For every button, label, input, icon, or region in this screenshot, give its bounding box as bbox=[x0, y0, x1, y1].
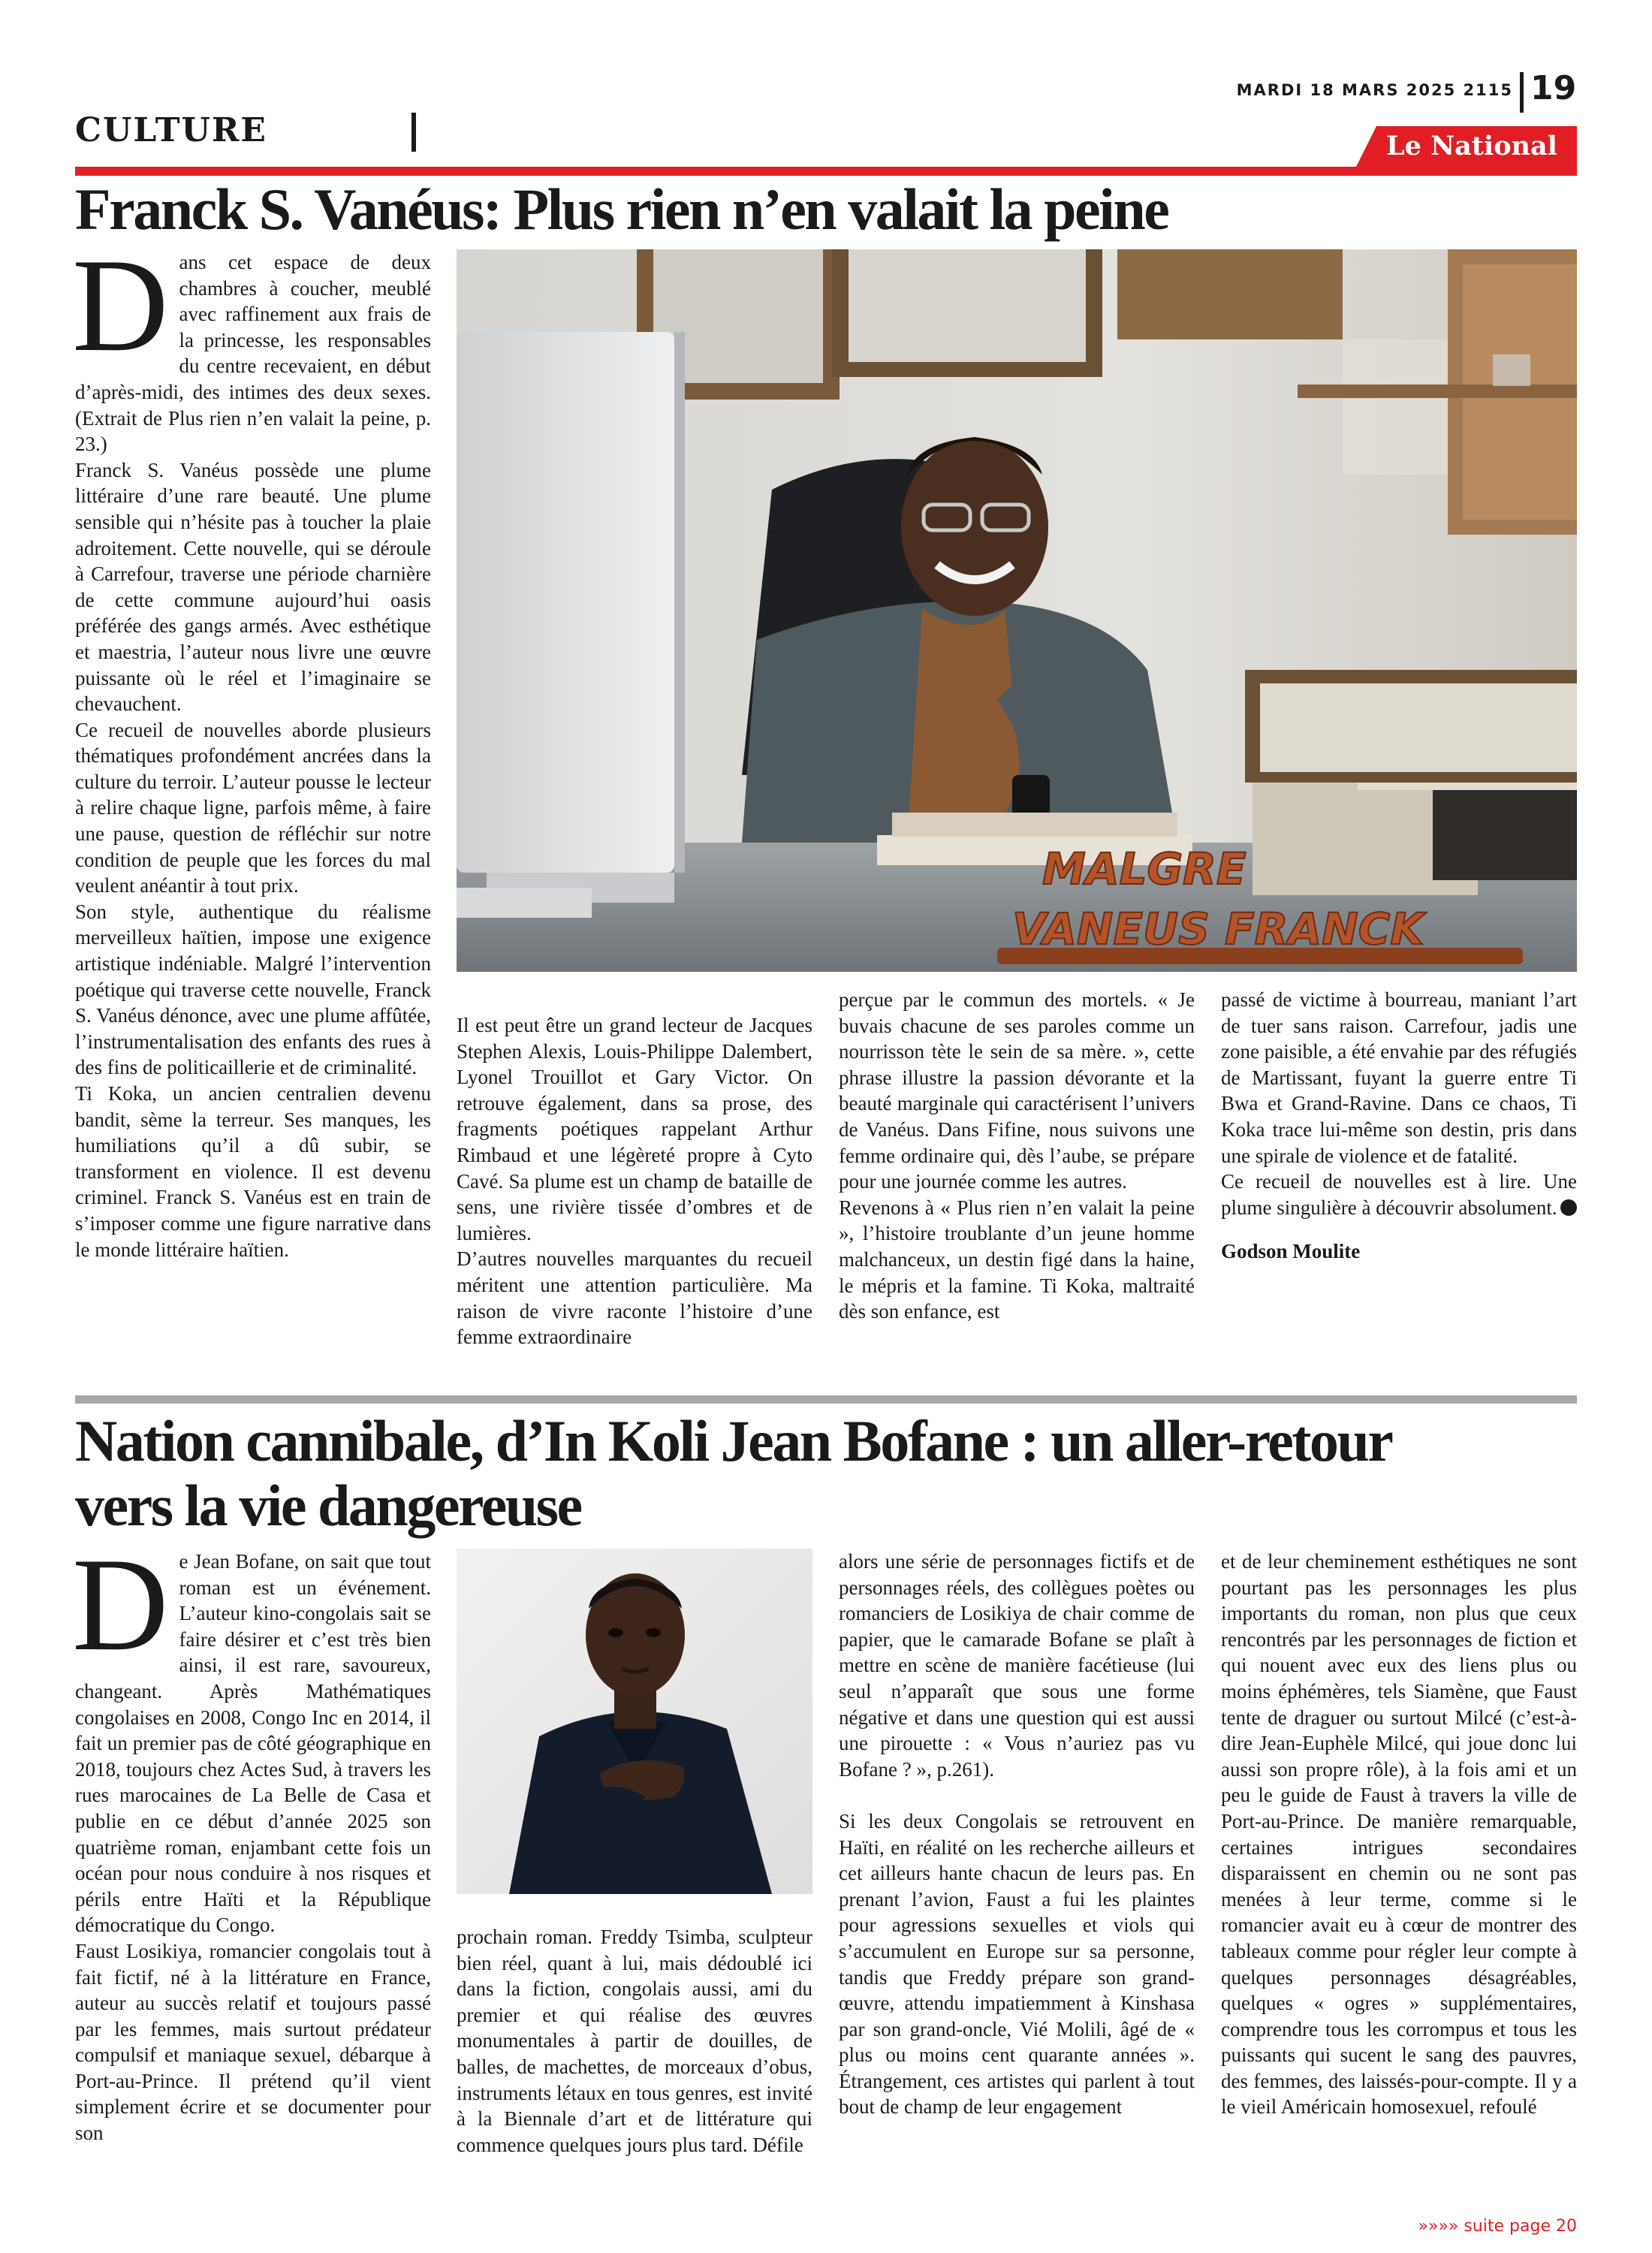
continued-on-page-link: »»»» suite page 20 bbox=[1418, 2217, 1577, 2236]
article-1-column-3 bbox=[839, 987, 1195, 1325]
article-2-column-4 bbox=[1221, 1549, 1577, 2120]
article-1-headline: Franck S. Vanéus: Plus rien n’en valait la peine bbox=[75, 176, 1168, 242]
brand-name: Le National bbox=[1386, 131, 1557, 161]
author-photo-illustration bbox=[457, 249, 1577, 972]
writer-portrait-photo bbox=[457, 1549, 812, 1894]
article-1-column-1 bbox=[72, 231, 431, 1262]
article-2-paragraph: Si les deux Congolais se retrouvent en Haïti, en réalité on les recherche ailleurs et cet ailleurs hante chacun de leurs pas. En prenant l’avion, Faust a fui les plaintes pour agressions sexuelles et viols qui s’accumulent en Europe sur sa personne, tandis que Freddy prépare son grand-œuvre, attendu impatiemment à Kinshasa par son grand-oncle, Vié Molili, âgé de « plus ou moins cent quarante années ». Étrangement, ces artistes qui parlent à tout bout de champ de leur engagement bbox=[839, 1809, 1195, 2119]
article-2-column-2 bbox=[457, 1924, 812, 2158]
article-1-paragraph: Son style, authentique du réalisme merveilleux haïtien, impose une exigence artistique indéniable. Malgré l’intervention poétique qui traverse cette nouvelle, Franck S. Vanéus dénonce, avec une plume affûtée, l’instrumentalisation des enfants des rues à des fins de politicaillerie et de criminalité. bbox=[75, 900, 431, 1079]
header-rule bbox=[75, 167, 1577, 176]
article-1-paragraph: Il est peut être un grand lecteur de Jacques Stephen Alexis, Louis-Philippe Dalembert, Lyonel Trouillot et Gary Victor. On retrouve également, dans sa prose, des fragments poétiques rappelant Arthur Rimbaud et une légèreté propre à Cyto Cavé. Sa plume est un champ de bataille de sens, une rivière tissée d’ombres et de lumières. bbox=[457, 1014, 812, 1244]
article-1-paragraph: perçue par le commun des mortels. « Je buvais chacune de ses paroles comme un nourrisson tète le sein de sa mère. », cette phrase illustre la passion dévorante et la beauté marginale qui caractérisent l’univers de Vanéus. Dans Fifine, nous suivons une femme ordinaire qui, dès l’aube, se prépare pour une journée comme les autres. bbox=[839, 988, 1195, 1193]
article-2-paragraph: prochain roman. Freddy Tsimba, sculpteur bien réel, quant à lui, mais dédoublé ici dans la fiction, congolais aussi, ami du premier et qui réalise des œuvres monumentales à partir de douilles, de balles, de machettes, de morceaux d’obus, instruments létaux en tous genres, est invité à la Biennale d’art et de littérature qui commence quelques jours plus tard. Défile bbox=[457, 1926, 812, 2156]
article-1-paragraph: D’autres nouvelles marquantes du recueil méritent une attention particulière. Ma raison de vivre raconte l’histoire d’une femme extraordinaire bbox=[457, 1247, 812, 1349]
article-1-closing-text: Ce recueil de nouvelles est à lire. Une plume singulière à découvrir absolument. bbox=[1221, 1170, 1577, 1219]
writer-portrait-illustration bbox=[457, 1549, 812, 1894]
photo-sign-line-1: MALGRE bbox=[1042, 843, 1247, 894]
article-1-dropcap: D bbox=[72, 231, 169, 379]
article-2-paragraph: e Jean Bofane, on sait que tout roman est un événement. L’auteur kino-congolais sait se faire désirer et c’est très bien ainsi, il est rare, savoureux, changeant. Après Mathématiques congolaises en 2008, Congo Inc en 2014, il fait un premier pas de côté géographique en 2018, toujours chez Actes Sud, à travers les rues marocaines de La Belle de Casa et publie en ce début d’année 2025 son quatrième roman, enjambant cette fois un océan pour nous conduire à nos risques et périls entre Haïti et la République démocratique du Congo. bbox=[75, 1550, 431, 1937]
article-1-paragraph: ans cet espace de deux chambres à coucher, meublé avec raffinement aux frais de la princesse, les responsables du centre recevaient, en début d’après-midi, des intimes des deux sexes. (Extrait de Plus rien n’en valait la peine, p. 23.) bbox=[75, 251, 431, 456]
article-1-paragraph: Ti Koka, un ancien centralien devenu bandit, sème la terreur. Ses manques, les humiliations qu’il a dû subir, se transforment en violence. Il est devenu criminel. Franck S. Vanéus est en train de s’imposer comme une figure narrative dans le monde littéraire haïtien. bbox=[75, 1082, 431, 1261]
end-of-article-icon bbox=[1560, 1199, 1577, 1216]
article-2-paragraph: et de leur cheminement esthétiques ne sont pourtant pas les personnages les plus importants du roman, non plus que ceux rencontrés par les personnages de fiction et qui nouent avec eux des liens plus ou moins éphémères, tels Siamène, que Faust tente de draguer ou surtout Milcé (c’est-à-dire Jean-Euphèle Milcé, qui joue donc lui aussi son propre rôle), à la fois ami et un peu le guide de Faust à travers la ville de Port-au-Prince. De manière remarquable, certaines intrigues secondaires disparaissent en chemin ou ne sont pas menées à leur terme, comme si le romancier avait eu à cœur de montrer des tableaux comme pour régler leur compte à quelques personnages désagréables, quelques « ogres » supplémentaires, comprendre tous les corrompus et tous les puissants qui sucent le sang des pauvres, des femmes, des laissés-pour-compte. Il y a le vieil Américain homosexuel, refoulé bbox=[1221, 1550, 1577, 2119]
article-2-paragraph: Faust Losikiya, romancier congolais tout à fait fictif, né à la littérature en France, auteur au succès relatif et toujours passé par les femmes, mais surtout prédateur compulsif et maniaque sexuel, débarque à Port-au-Prince. Il prétend qu’il vient simplement écrire et se documenter pour son bbox=[75, 1939, 431, 2145]
article-1-paragraph: Ce recueil de nouvelles aborde plusieurs thématiques profondément ancrées dans la culture du terroir. L’auteur pousse le lecteur à relire chaque ligne, parfois même, à faire une pause, question de réfléchir sur notre condition de peuple que les forces du mal veulent anéantir à tout prix. bbox=[75, 718, 431, 897]
article-2-paragraph: alors une série de personnages fictifs et de personnages réels, des collègues poètes ou romanciers de Losikiya de chair comme de papier, que le camarade Bofane se plaît à mettre en scène de manière facétieuse (lui seul n’apparaît que sous une forme négative et dans une question qui est aussi une pirouette : « Vous n’auriez pas vu Bofane ? », p.261). bbox=[839, 1550, 1195, 1781]
article-1-column-2 bbox=[457, 1012, 812, 1350]
article-2-headline-line-1: Nation cannibale, d’In Koli Jean Bofane : un aller-retour bbox=[75, 1408, 1392, 1473]
article-separator bbox=[75, 1395, 1577, 1404]
article-1-column-4 bbox=[1221, 987, 1577, 1265]
issue-date: MARDI 18 MARS 2025 2115 bbox=[1236, 81, 1513, 99]
page-number-divider bbox=[1520, 72, 1524, 113]
article-2-column-3 bbox=[839, 1549, 1195, 2120]
article-1-closing-paragraph bbox=[1221, 1169, 1577, 1220]
section-label: CULTURE bbox=[75, 111, 267, 149]
article-2-column-1 bbox=[72, 1530, 431, 2146]
article-1-byline: Godson Moulite bbox=[1221, 1240, 1361, 1263]
article-1-paragraph: passé de victime à bourreau, maniant l’art de tuer sans raison. Carrefour, jadis une zone paisible, a été envahie par des réfugiés de Martissant, fuyant la guerre entre Ti Bwa et Grand-Ravine. Dans ce chaos, Ti Koka trace lui-même son destin, pris dans une spirale de violence et de fatalité. bbox=[1221, 988, 1577, 1167]
article-1-paragraph: Franck S. Vanéus possède une plume littéraire d’une rare beauté. Une plume sensible qui n’hésite pas à toucher la plaie adroitement. Cette nouvelle, qui se déroule à Carrefour, traverse une période charnière de cette commune aujourd’hui oasis préférée des gangs armés. Avec esthétique et maestria, l’auteur nous livre une œuvre puissante où le réel et l’imaginaire se chevauchent. bbox=[75, 458, 431, 716]
article-1-paragraph: Revenons à « Plus rien n’en valait la peine », l’histoire troublante d’un jeune homme malchanceux, un destin figé dans la haine, le mépris et la famine. Ti Koka, maltraité dès son enfance, est bbox=[839, 1196, 1195, 1323]
article-2-dropcap: D bbox=[72, 1530, 169, 1678]
photo-sign-line-2: VANEUS FRANCK bbox=[1012, 903, 1424, 955]
page-number: 19 bbox=[1530, 69, 1577, 107]
author-photo bbox=[457, 249, 1577, 972]
section-divider bbox=[411, 113, 416, 152]
article-2-headline-line-2: vers la vie dangereuse bbox=[75, 1473, 581, 1538]
article-2-headline bbox=[75, 1409, 1577, 1538]
